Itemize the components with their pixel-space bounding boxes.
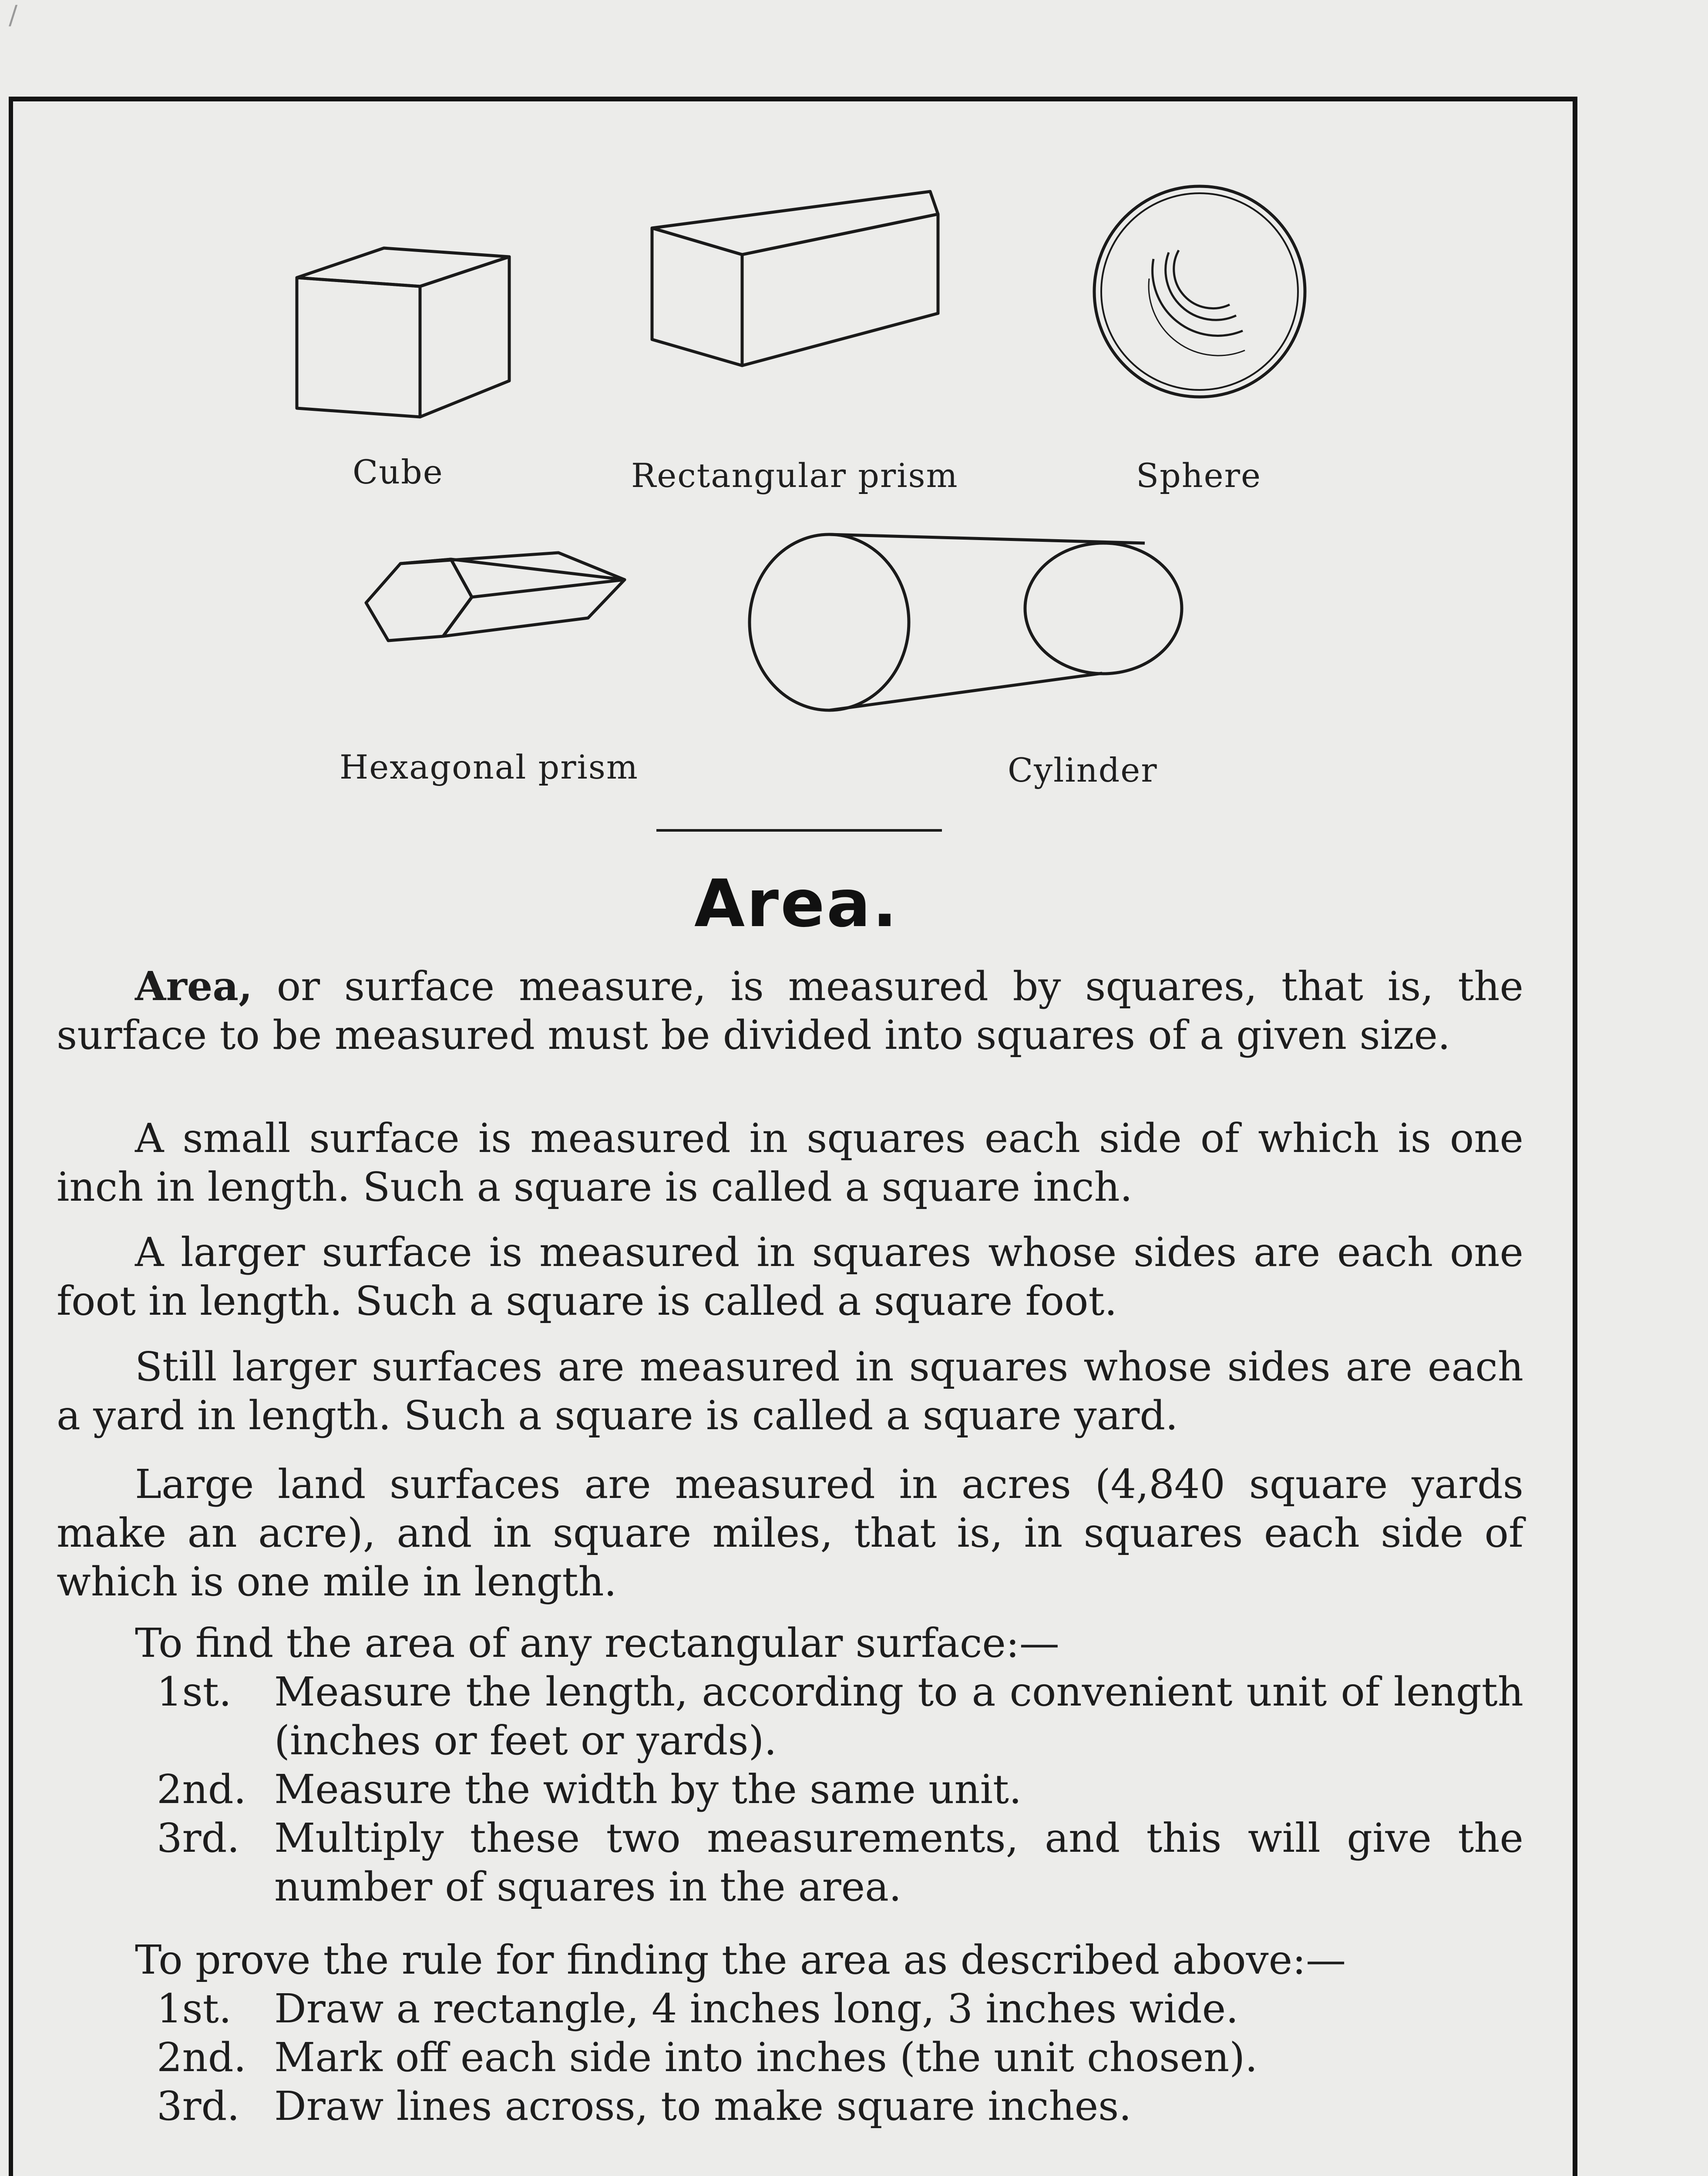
step-number: 1st. [157,1985,232,2032]
shape-label-rectangular-prism: Rectangular prism [631,456,958,495]
find-area-steps [57,1619,1523,1911]
cylinder-drawing [750,534,1182,710]
list-item [57,1765,1523,1814]
paragraph-square-inch: A small surface is measured in squares each side of which is one inch in length. Such a square is called a square inch. [57,1115,1523,1210]
prove-rule-intro: To prove the rule for finding the area as described above:— [135,1937,1346,1983]
step-number: 3rd. [157,1815,240,1861]
paragraph-area-definition [57,962,1523,1060]
list-item [57,1668,1523,1765]
list-item [57,2082,1523,2131]
step-number: 2nd. [157,2034,246,2081]
step-number: 2nd. [157,1766,246,1813]
lead-word: Area, [135,963,253,1010]
list-item [57,1985,1523,2033]
step-number: 3rd. [157,2083,240,2129]
solid-shapes-illustration [261,183,1349,809]
margin-mark: / [9,0,18,30]
hexagonal-prism-drawing [366,553,625,641]
rectangular-prism-drawing [652,191,938,366]
shape-label-hexagonal-prism: Hexagonal prism [340,748,639,786]
step-text: Draw lines across, to make square inches. [274,2083,1132,2129]
sphere-drawing [1094,186,1305,397]
shape-label-cylinder: Cylinder [1008,751,1158,789]
cube-drawing [297,248,509,417]
step-number: 1st. [157,1669,232,1715]
step-text: Measure the width by the same unit. [274,1766,1022,1813]
paragraph-square-foot: A larger surface is measured in squares whose sides are each one foot in length. Such a square is called a square foot. [57,1229,1523,1324]
page-title: Area. [694,866,899,942]
paragraph-text: or surface measure, is measured by squares, that is, the surface to be measured must be divided into squares of a given size. [57,963,1523,1058]
step-text: Measure the length, according to a convenient unit of length (inches or feet or yards). [274,1669,1523,1764]
list-item [57,2033,1523,2082]
shape-label-sphere: Sphere [1136,456,1261,495]
step-text: Draw a rectangle, 4 inches long, 3 inches wide. [274,1985,1239,2032]
shape-label-cube: Cube [353,453,444,491]
step-text: Multiply these two measurements, and this will give the number of squares in the area. [274,1815,1523,1910]
prove-rule-steps [57,1936,1523,2131]
section-separator [656,829,942,832]
paragraph-square-yard: Still larger surfaces are measured in squares whose sides are each a yard in length. Such a square is called a square yard. [57,1343,1523,1439]
list-item [57,1814,1523,1911]
step-text: Mark off each side into inches (the unit chosen). [274,2034,1258,2081]
find-area-intro: To find the area of any rectangular surface:— [135,1620,1059,1666]
paragraph-acres-miles: Large land surfaces are measured in acres (4,840 square yards make an acre), and in square miles, that is, in squares each side of which is one mile in length. [57,1461,1523,1605]
